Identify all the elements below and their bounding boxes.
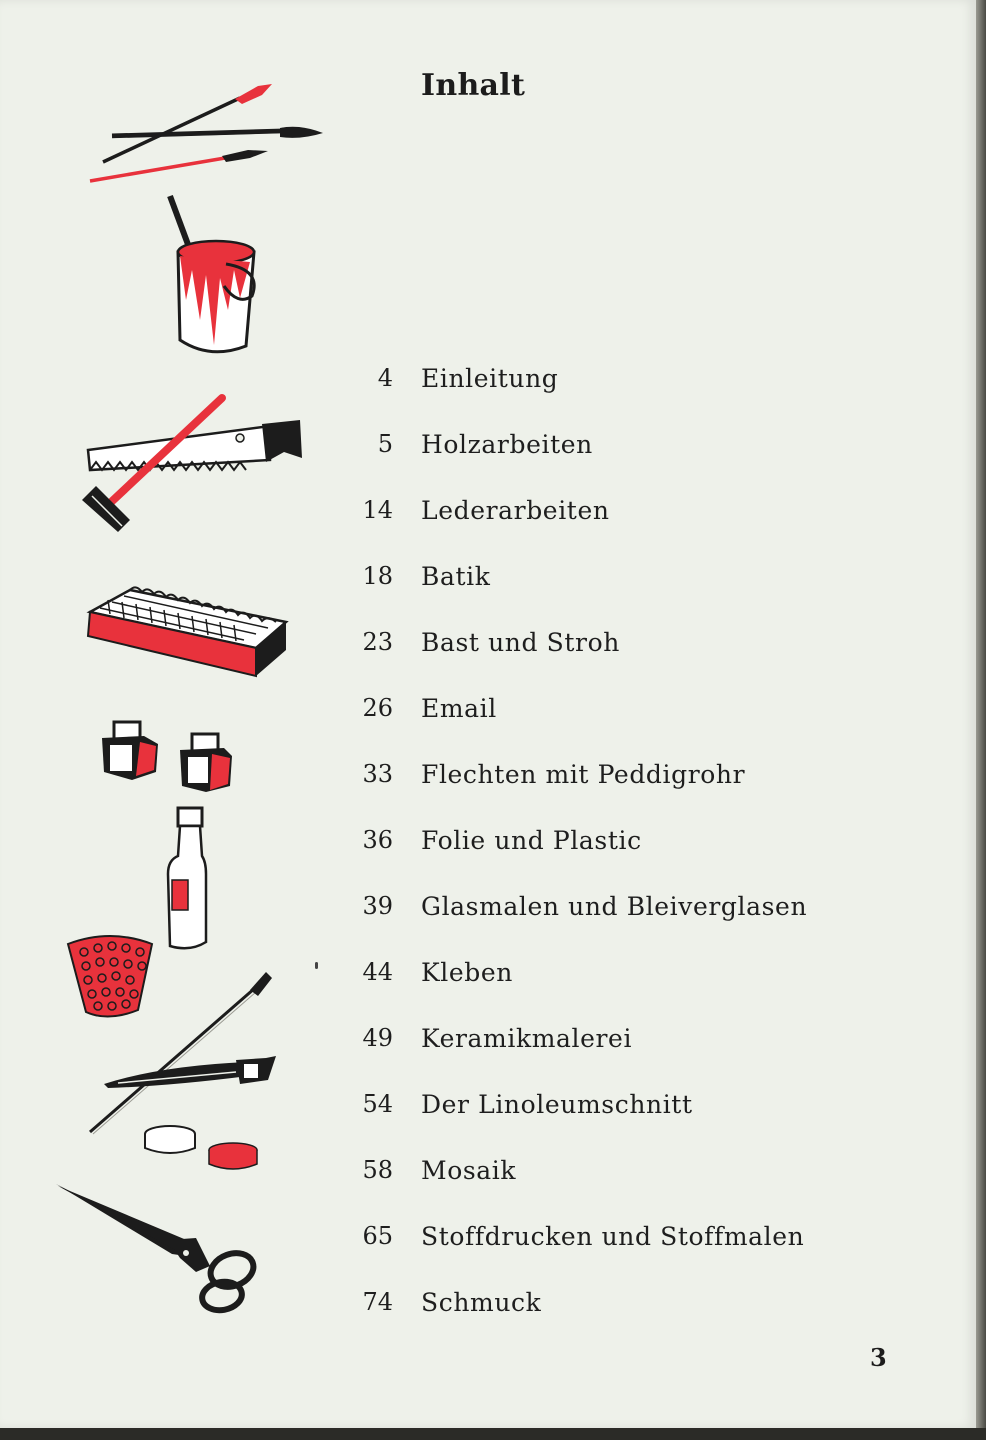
- toc-page-number: 5: [377, 430, 393, 458]
- toc-entry[interactable]: [340, 556, 860, 596]
- scissors-icon: [56, 1184, 258, 1313]
- page-bottom-edge: [0, 1428, 986, 1440]
- toc-label: Keramikmalerei: [421, 1023, 633, 1053]
- toc-entry[interactable]: [340, 1084, 860, 1124]
- toc-entry[interactable]: [340, 820, 860, 860]
- toc-entry[interactable]: [340, 490, 860, 530]
- speck-mark: [315, 962, 318, 969]
- toc-label: Batik: [421, 561, 491, 591]
- toc-entry[interactable]: [340, 1150, 860, 1190]
- toc-entry[interactable]: [340, 1018, 860, 1058]
- toc-label: Glasmalen und Bleiverglasen: [421, 891, 808, 921]
- page-edge: [976, 0, 986, 1440]
- toc-page-number: 74: [362, 1288, 393, 1316]
- toc-page-number: 18: [362, 562, 393, 590]
- toc-label: Bast und Stroh: [421, 627, 620, 657]
- toc-page-number: 44: [362, 958, 393, 986]
- toc-label: Der Linoleumschnitt: [421, 1089, 693, 1119]
- page-number: 3: [870, 1343, 887, 1372]
- wax-crayon-box-icon: [88, 587, 286, 676]
- saw-and-hammer-icon: [82, 398, 302, 532]
- mosaic-cup-icon: [68, 936, 152, 1017]
- toc-entry[interactable]: [340, 886, 860, 926]
- toc-entry[interactable]: [340, 622, 860, 662]
- toc-page-number: 36: [362, 826, 393, 854]
- page-title: Inhalt: [421, 68, 526, 103]
- toc-entry[interactable]: [340, 754, 860, 794]
- toc-label: Mosaik: [421, 1155, 517, 1185]
- illustration-column: [0, 0, 340, 1340]
- paint-bucket-icon: [170, 196, 254, 352]
- toc-page-number: 65: [362, 1222, 393, 1250]
- toc-entry[interactable]: [340, 952, 860, 992]
- toc-entry[interactable]: [340, 358, 860, 398]
- toc-page-number: 39: [362, 892, 393, 920]
- toc-page-number: 23: [362, 628, 393, 656]
- ink-bottles-icon: [102, 722, 232, 792]
- toc-page-number: 26: [362, 694, 393, 722]
- toc-label: Holzarbeiten: [421, 429, 593, 459]
- toc-page-number: 14: [362, 496, 393, 524]
- toc-entry[interactable]: [340, 1216, 860, 1256]
- toc-label: Email: [421, 693, 497, 723]
- glue-bottle-icon: [168, 808, 206, 948]
- toc-page-number: 33: [362, 760, 393, 788]
- paintbrushes-icon: [90, 84, 323, 181]
- toc-page-number: 49: [362, 1024, 393, 1052]
- toc-label: Flechten mit Peddigrohr: [421, 759, 746, 789]
- toc-label: Folie und Plastic: [421, 825, 642, 855]
- toc-entry[interactable]: [340, 1282, 860, 1322]
- toc-page-number: 54: [362, 1090, 393, 1118]
- toc-label: Lederarbeiten: [421, 495, 610, 525]
- toc-label: Kleben: [421, 957, 513, 987]
- toc-entry[interactable]: [340, 688, 860, 728]
- toc-entry[interactable]: [340, 424, 860, 464]
- toc-page-number: 4: [377, 364, 393, 392]
- toc-page-number: 58: [362, 1156, 393, 1184]
- toc-label: Einleitung: [421, 363, 559, 393]
- toc-label: Schmuck: [421, 1287, 542, 1317]
- paint-pots-icon: [145, 1126, 257, 1169]
- toc-label: Stoffdrucken und Stoffmalen: [421, 1221, 805, 1251]
